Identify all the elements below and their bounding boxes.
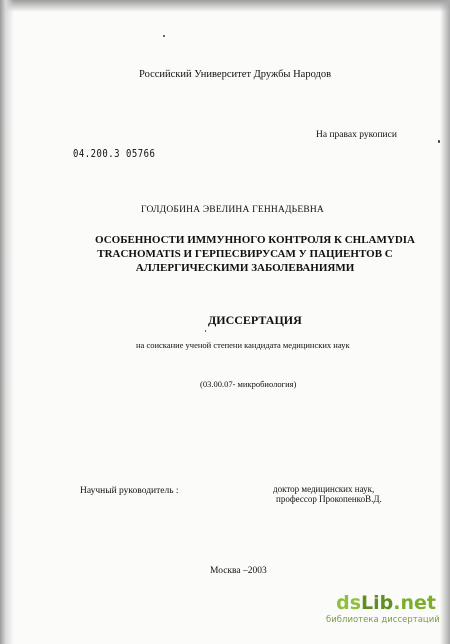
work-type: ДИССЕРТАЦИЯ: [208, 313, 302, 327]
rights-notice: На правах рукописи: [316, 130, 397, 140]
title-line: TRACHOMATIS И ГЕРПЕСВИРУСАМ У ПАЦИЕНТОВ С: [97, 248, 393, 260]
registration-stamp: 04.200.3 05766: [73, 148, 156, 160]
title-line: ОСОБЕННОСТИ ИММУННОГО КОНТРОЛЯ К CHLAMYDIA: [95, 234, 415, 246]
city-year: Москва –2003: [210, 566, 267, 576]
specialty-code: (03.00.07- микробиология): [200, 379, 297, 389]
degree-line: на соискание ученой степени кандидата медицинских наук: [136, 340, 350, 350]
scan-speck: [163, 35, 165, 37]
supervisor-title: доктор медицинских наук,: [273, 484, 375, 494]
logo-part-ds: ds: [336, 592, 362, 614]
watermark-subtitle: библиотека диссертаций: [326, 615, 440, 625]
university-name: Российский Университет Дружбы Народов: [139, 69, 332, 80]
dissertation-title: [95, 233, 415, 275]
scan-edge-left: [0, 0, 14, 644]
scan-edge-right: [440, 0, 450, 644]
author-name: ГОЛДОБИНА ЭВЕЛИНА ГЕННАДЬЕВНА: [141, 205, 324, 215]
scan-edge-top: [0, 0, 450, 12]
scan-speck: [438, 140, 440, 143]
dslib-logo: [326, 593, 436, 613]
logo-part-net: .net: [393, 592, 436, 614]
supervisor-label: Научный руководитель :: [80, 486, 179, 496]
supervisor-name: профессор ПрокопенкоВ.Д.: [276, 494, 382, 504]
dslib-watermark[interactable]: [326, 592, 440, 625]
scan-speck: [205, 330, 206, 332]
title-line: АЛЛЕРГИЧЕСКИМИ ЗАБОЛЕВАНИЯМИ: [135, 262, 355, 274]
logo-part-lib: Lib: [361, 592, 394, 614]
